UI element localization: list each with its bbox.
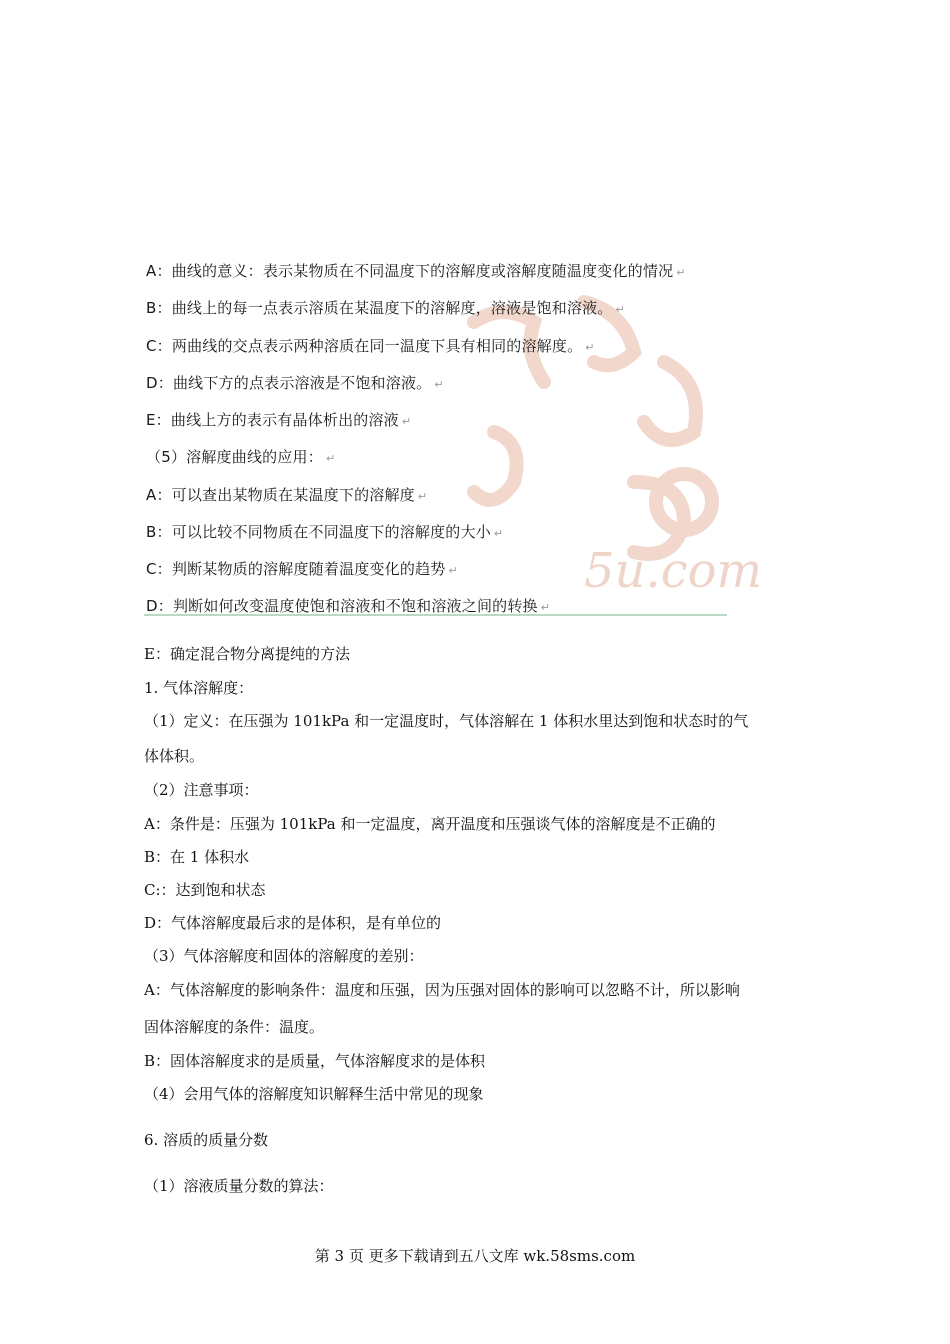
image-line-text: （5）溶解度曲线的应用： — [146, 448, 323, 466]
return-mark-icon: ↵ — [493, 527, 504, 540]
image-line-text: B：可以比较不同物质在不同温度下的溶解度的大小 — [146, 523, 491, 541]
embedded-text-image — [144, 252, 763, 616]
return-mark-icon: ↵ — [401, 415, 412, 428]
return-mark-icon: ↵ — [585, 341, 595, 354]
return-mark-icon: ↵ — [325, 452, 336, 465]
return-mark-icon: ↵ — [448, 564, 458, 577]
image-line — [146, 297, 625, 318]
return-mark-icon: ↵ — [676, 266, 686, 279]
section-heading: 1. 气体溶解度： — [144, 679, 254, 697]
image-line — [146, 558, 458, 579]
page-footer: 第 3 页 更多下载请到五八文库 wk.58sms.com — [314, 1247, 636, 1265]
return-mark-icon: ↵ — [434, 378, 444, 391]
image-line — [146, 409, 411, 430]
image-line-text: A：曲线的意义：表示某物质在不同温度下的溶解度或溶解度随温度变化的情况 — [146, 262, 674, 280]
image-line-text: C：两曲线的交点表示两种溶质在同一温度下具有相同的溶解度。 — [146, 337, 583, 355]
image-line — [146, 484, 427, 505]
body-line: B：固体溶解度求的是质量，气体溶解度求的是体积 — [144, 1052, 486, 1070]
body-line: C:：达到饱和状态 — [144, 881, 266, 899]
image-line-text: B：曲线上的每一点表示溶质在某温度下的溶解度，溶液是饱和溶液。 — [146, 299, 613, 317]
body-line: D：气体溶解度最后求的是体积，是有单位的 — [144, 914, 442, 932]
body-line: 体体积。 — [144, 747, 205, 765]
image-line-text: E：曲线上方的表示有晶体析出的溶液 — [146, 411, 399, 429]
return-mark-icon: ↵ — [417, 490, 428, 503]
image-line — [146, 335, 595, 356]
image-line — [146, 446, 335, 467]
body-line: 固体溶解度的条件：温度。 — [144, 1018, 325, 1036]
body-line: （3）气体溶解度和固体的溶解度的差别： — [144, 947, 424, 965]
section-heading: 6. 溶质的质量分数 — [144, 1131, 269, 1149]
watermark-text: 5u.com — [584, 543, 763, 599]
image-line — [146, 521, 503, 542]
body-line: E：确定混合物分离提纯的方法 — [144, 645, 350, 663]
image-line — [146, 372, 444, 393]
image-line — [146, 595, 550, 616]
body-line: A：条件是：压强为 101kPa 和一定温度，离开温度和压强谈气体的溶解度是不正确的 — [144, 815, 716, 833]
image-line-text: D：曲线下方的点表示溶液是不饱和溶液。 — [146, 374, 432, 392]
body-line: B：在 1 体积水 — [144, 848, 250, 866]
body-line: （2）注意事项： — [144, 781, 259, 799]
image-line-text: D：判断如何改变温度使饱和溶液和不饱和溶液之间的转换 — [146, 597, 538, 615]
body-line: （1）定义：在压强为 101kPa 和一定温度时，气体溶解在 1 体积水里达到饱和状态时的气 — [144, 712, 749, 730]
image-line-text: A：可以查出某物质在某温度下的溶解度 — [146, 486, 415, 504]
return-mark-icon: ↵ — [540, 601, 551, 614]
body-line: （1）溶液质量分数的算法： — [144, 1177, 334, 1195]
body-line: （4）会用气体的溶解度知识解释生活中常见的现象 — [144, 1085, 484, 1103]
image-line-text: C：判断某物质的溶解度随着温度变化的趋势 — [146, 560, 446, 578]
image-line — [146, 260, 686, 281]
return-mark-icon: ↵ — [615, 303, 625, 316]
body-line: A：气体溶解度的影响条件：温度和压强，因为压强对固体的影响可以忽略不计，所以影响 — [144, 981, 740, 999]
watermark-seal-icon — [434, 282, 763, 602]
